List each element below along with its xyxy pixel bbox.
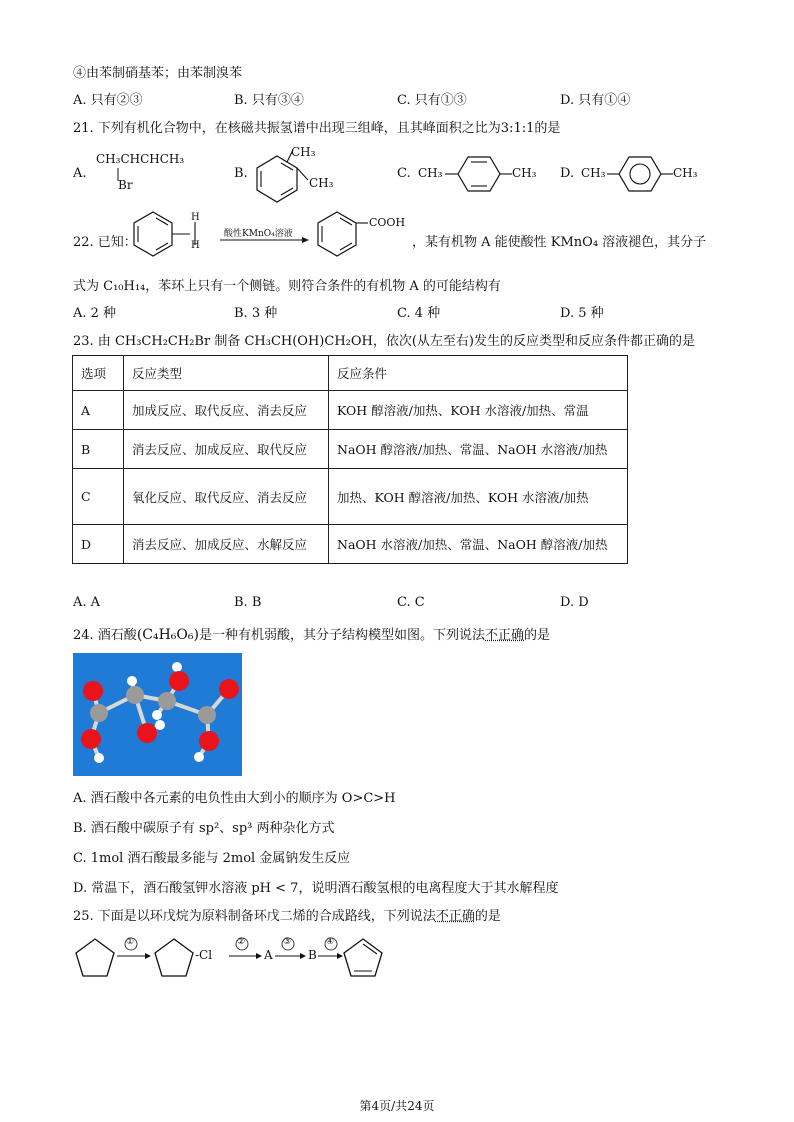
q23-option-a: A. A [73, 595, 101, 610]
table-cell: 氧化反应、取代反应、消去反应 [124, 469, 329, 525]
q20-option-c: C. 只有①③ [397, 93, 467, 108]
q25-step-4: ④ [326, 937, 335, 947]
q24-stem-end: 的是 [524, 628, 551, 643]
q24-stem-prefix: 24. 酒石酸 [73, 628, 137, 643]
q22-arrow-label: 酸性KMnO₄溶液 [224, 229, 293, 239]
q21-c-label: C. [397, 166, 411, 181]
q25-intermediate-b: B [308, 948, 317, 962]
q25-step-3: ③ [283, 937, 292, 947]
table-cell: 消去反应、加成反应、取代反应 [124, 430, 329, 469]
q21-c-right: CH₃ [512, 166, 537, 180]
q25-step-2: ② [237, 937, 246, 947]
q22-cooh: COOH [369, 216, 406, 229]
q22-option-c: C. 4 种 [397, 306, 441, 321]
q21-d-right: CH₃ [673, 166, 698, 180]
q21-c-left: CH₃ [418, 166, 443, 180]
q23-option-d: D. D [560, 595, 589, 610]
q21-d-left: CH₃ [581, 166, 606, 180]
table-cell: KOH 醇溶液/加热、KOH 水溶液/加热、常温 [329, 391, 628, 430]
q22-option-d: D. 5 种 [560, 306, 604, 321]
q25-intermediate-a: A [264, 948, 273, 962]
page-footer: 第4页/共24页 [359, 1099, 435, 1113]
q22-option-b: B. 3 种 [234, 306, 278, 321]
q25-emphasis: 不正确 [435, 909, 475, 924]
table-header-cell: 反应类型 [124, 356, 329, 391]
q20-option-a: A. 只有②③ [73, 93, 143, 108]
q25-cl-label: -Cl [195, 948, 213, 962]
q21-d-label: D. [560, 166, 575, 181]
q24-option-a: A. 酒石酸中各元素的电负性由大到小的顺序为 O>C>H [73, 791, 396, 806]
q24-stem-suffix: 是一种有机弱酸，其分子结构模型如图。下列说法 [198, 628, 485, 643]
q20-option-d: D. 只有①④ [560, 93, 631, 108]
intro-line: ④由苯制硝基苯；由苯制溴苯 [73, 66, 243, 81]
table-cell: B [73, 430, 124, 469]
q24-option-b: B. 酒石酸中碳原子有 sp²、sp³ 两种杂化方式 [73, 821, 335, 836]
q25-stem-end: 的是 [474, 909, 501, 924]
q21-a-formula: CH₃CHCHCH₃ [96, 152, 185, 166]
q22-option-a: A. 2 种 [73, 306, 117, 321]
q22-h-top: H [191, 212, 200, 223]
q24-option-d: D. 常温下，酒石酸氢钾水溶液 pH < 7，说明酒石酸氢根的电离程度大于其水解程度 [73, 881, 559, 896]
q22-prefix: 22. 已知： [73, 235, 137, 250]
table-cell: A [73, 391, 124, 430]
table-cell: NaOH 醇溶液/加热、常温、NaOH 水溶液/加热 [329, 430, 628, 469]
q23-option-b: B. B [234, 595, 262, 610]
q24-formula: (C₄H₆O₆) [136, 627, 199, 643]
q21-b-ch3-top: CH₃ [291, 145, 316, 159]
q24-emphasis: 不正确 [485, 628, 525, 643]
q24-option-c: C. 1mol 酒石酸最多能与 2mol 金属钠发生反应 [73, 851, 351, 866]
q22-h-bottom: H [191, 240, 200, 251]
q21-b-ch3-right: CH₃ [309, 176, 334, 190]
table-header-cell: 反应条件 [329, 356, 628, 391]
table-cell: NaOH 水溶液/加热、常温、NaOH 醇溶液/加热 [329, 525, 628, 564]
table-cell: 加成反应、取代反应、消去反应 [124, 391, 329, 430]
q22-stem-suffix: ，某有机物 A 能使酸性 KMnO₄ 溶液褪色，其分子 [412, 235, 707, 250]
q21-a-label: A. [73, 166, 87, 181]
q23-option-c: C. C [397, 595, 425, 610]
table-cell: 消去反应、加成反应、水解反应 [124, 525, 329, 564]
table-cell: 加热、KOH 醇溶液/加热、KOH 水溶液/加热 [329, 469, 628, 525]
q22-stem-line2: 式为 C₁₀H₁₄，苯环上只有一个侧链。则符合条件的有机物 A 的可能结构有 [73, 279, 501, 294]
q21-a-br: Br [118, 178, 133, 192]
q25-stem-prefix: 25. 下面是以环戊烷为原料制备环戊二烯的合成路线，下列说法 [73, 909, 436, 924]
q21-b-label: B. [234, 166, 248, 181]
q25-step-1: ① [126, 937, 135, 947]
q20-option-b: B. 只有③④ [234, 93, 304, 108]
q23-stem: 23. 由 CH₃CH₂CH₂Br 制备 CH₃CH(OH)CH₂OH，依次(从左至右)发生的反应类型和反应条件都正确的是 [73, 334, 696, 349]
table-cell: D [73, 525, 124, 564]
table-header-cell: 选项 [73, 356, 124, 391]
q21-stem: 21. 下列有机化合物中，在核磁共振氢谱中出现三组峰，且其峰面积之比为3:1:1的是 [73, 121, 561, 136]
table-cell: C [73, 469, 124, 525]
